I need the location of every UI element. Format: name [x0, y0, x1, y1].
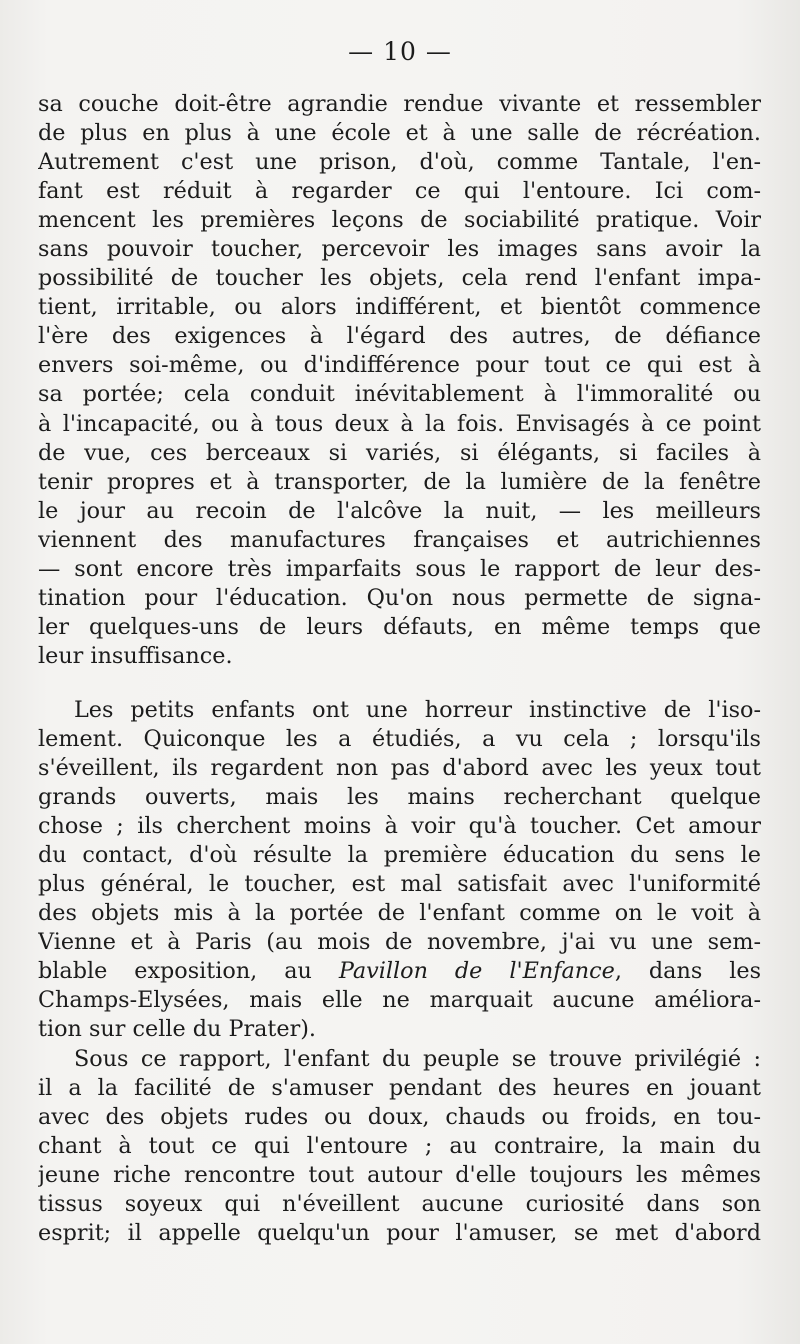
text-line: jeune riche rencontre tout autour d'elle toujours les mêmes	[38, 1161, 761, 1188]
text-line: Autrement c'est une prison, d'où, comme Tantale, l'en-	[38, 149, 761, 176]
text-line: avec des objets rudes ou doux, chauds ou froids, en tou-	[38, 1103, 761, 1130]
text-fragment: blable exposition, au	[38, 958, 339, 985]
text-line: envers soi-même, ou d'indifférence pour tout ce qui est à	[38, 352, 761, 379]
text-line: tination pour l'éducation. Qu'on nous permette de signa-	[38, 584, 761, 611]
paragraph-3	[38, 1045, 761, 1248]
text-line: possibilité de toucher les objets, cela rend l'enfant impa-	[38, 265, 761, 292]
text-line: des objets mis à la portée de l'enfant comme on le voit à	[38, 900, 761, 927]
text-line: l'ère des exigences à l'égard des autres, de défiance	[38, 323, 761, 350]
text-line: esprit; il appelle quelqu'un pour l'amuser, se met d'abord	[38, 1219, 761, 1246]
text-line: Sous ce rapport, l'enfant du peuple se trouve privilégié :	[74, 1045, 761, 1072]
text-line: à l'incapacité, ou à tous deux à la fois. Envisagés à ce point	[38, 410, 761, 437]
text-line: Vienne et à Paris (au mois de novembre, j'ai vu une sem-	[38, 929, 761, 956]
text-line: Champs-Elysées, mais elle ne marquait aucune améliora-	[38, 987, 761, 1014]
text-line: il a la facilité de s'amuser pendant des heures en jouant	[38, 1074, 761, 1101]
text-line: sans pouvoir toucher, percevoir les images sans avoir la	[38, 236, 761, 263]
text-line: du contact, d'où résulte la première éducation du sens le	[38, 842, 761, 869]
text-line: leur insuffisance.	[38, 642, 233, 669]
text-line: de plus en plus à une école et à une salle de récréation.	[38, 120, 761, 147]
text-line: ler quelques-uns de leurs défauts, en même temps que	[38, 613, 761, 640]
text-line-with-title	[38, 957, 761, 986]
text-line: tenir propres et à transporter, de la lumière de la fenêtre	[38, 468, 761, 495]
text-fragment: , dans les	[614, 958, 761, 985]
text-line: Les petits enfants ont une horreur instinctive de l'iso-	[74, 696, 761, 723]
text-line: le jour au recoin de l'alcôve la nuit, — les meilleurs	[38, 497, 761, 524]
text-line: s'éveillent, ils regardent non pas d'abord avec les yeux tout	[38, 755, 761, 782]
page-number: — 10 —	[348, 37, 452, 66]
text-line: tissus soyeux qui n'éveillent aucune curiosité dans son	[38, 1190, 761, 1217]
text-line: tion sur celle du Prater).	[38, 1016, 317, 1043]
text-line: sa portée; cela conduit inévitablement à l'immoralité ou	[38, 381, 761, 408]
text-line: chant à tout ce qui l'entoure ; au contraire, la main du	[38, 1132, 761, 1159]
text-line: sa couche doit-être agrandie rendue vivante et ressembler	[38, 91, 761, 117]
text-line: — sont encore très imparfaits sous le rapport de leur des-	[38, 555, 761, 582]
paragraph-2	[38, 696, 761, 1045]
text-line: de vue, ces berceaux si variés, si élégants, si faciles à	[38, 439, 761, 466]
italic-title: Pavillon de l'Enfance	[338, 958, 615, 985]
paragraph-gap	[38, 671, 761, 696]
text-line: chose ; ils cherchent moins à voir qu'à toucher. Cet amour	[38, 813, 761, 840]
text-line: viennent des manufactures françaises et autrichiennes	[38, 526, 761, 553]
text-line: tient, irritable, ou alors indifférent, et bientôt commence	[38, 294, 761, 321]
text-line: lement. Quiconque les a étudiés, a vu cela ; lorsqu'ils	[38, 725, 761, 752]
paragraph-1	[38, 90, 761, 671]
text-line: mencent les premières leçons de sociabilité pratique. Voir	[38, 207, 761, 234]
text-line: fant est réduit à regarder ce qui l'entoure. Ici com-	[38, 178, 761, 205]
body-text	[38, 90, 761, 1248]
text-line: plus général, le toucher, est mal satisfait avec l'uniformité	[38, 871, 761, 898]
text-line: grands ouverts, mais les mains recherchant quelque	[38, 784, 761, 811]
